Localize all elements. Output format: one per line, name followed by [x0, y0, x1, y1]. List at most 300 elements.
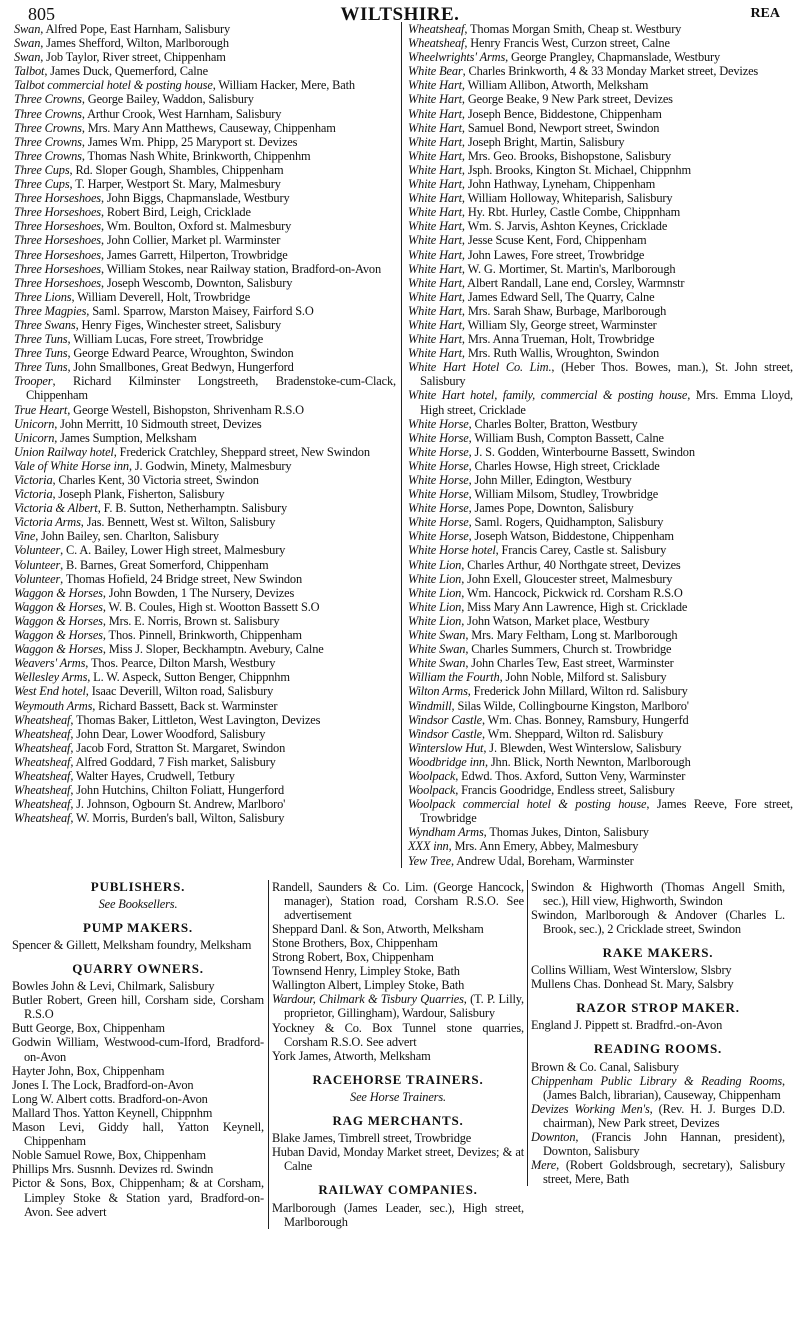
directory-entry: Waggon & Horses, W. B. Coules, High st. Wootton Bassett S.O — [14, 599, 320, 614]
entry-details: John Lawes, Fore street, Trowbridge — [467, 247, 645, 262]
directory-entry: Windsor Castle, Wm. Chas. Bonney, Ramsbury, Hungerfd — [408, 712, 689, 727]
entry-name: White Swan — [408, 656, 466, 671]
directory-entry: White Hart, John Hathway, Lyneham, Chippenham — [408, 177, 656, 192]
directory-entry: White Hart, William Holloway, Whiteparish, Salisbury — [408, 191, 673, 206]
entry-details: Mrs. Mary Ann Matthews, Causeway, Chippenham — [87, 120, 336, 135]
entry-details: John Hathway, Lyneham, Chippenham — [467, 177, 656, 192]
directory-entry — [272, 936, 524, 950]
entry-details: Jsph. Brooks, Kington St. Michael, Chippnhm — [467, 162, 691, 177]
entry-name: White Hart — [408, 289, 462, 304]
directory-entry: Three Swans, Henry Figes, Winchester street, Salisbury — [14, 317, 282, 332]
directory-entry: Waggon & Horses, John Bowden, 1 The Nursery, Devizes — [14, 585, 295, 600]
entry-name: Victoria & Albert — [14, 501, 98, 516]
directory-entry: Vale of White Horse inn, J. Godwin, Minety, Malmesbury — [14, 458, 292, 473]
entry-details: William Bush, Compton Bassett, Calne — [474, 430, 664, 445]
entry-details: James Pope, Downton, Salisbury — [474, 501, 634, 516]
directory-entry: Three Horseshoes, John Collier, Market pl. Warminster — [14, 233, 281, 248]
entry-details: Wm. Boulton, Oxford st. Malmesbury — [106, 219, 292, 234]
entry-details: Wm. Sheppard, Wilton rd. Salisbury — [487, 726, 664, 741]
entry-details: William Sly, George street, Warminster — [467, 317, 657, 332]
entry-details: Frederick John Millard, Wilton rd. Salisbury — [473, 684, 688, 699]
directory-entry: Victoria & Albert, F. B. Sutton, Netherhamptn. Salisbury — [14, 501, 288, 516]
directory-entry: White Hart, Joseph Bright, Martin, Salisbury — [408, 134, 625, 149]
directory-entry: White Lion, John Exell, Gloucester street, Malmesbury — [408, 571, 673, 586]
directory-entry: Three Tuns, William Lucas, Fore street, Trowbridge — [14, 332, 264, 347]
entry-details: England J. Pippett st. Bradfrd.-on-Avon — [531, 1018, 723, 1033]
entry-details: William Hacker, Mere, Bath — [218, 78, 355, 93]
entry-name: White Hart — [408, 346, 462, 361]
section-heading: RAILWAY COMPANIES. — [318, 1182, 478, 1198]
entry-details: Edwd. Thos. Axford, Sutton Veny, Warminster — [461, 768, 686, 783]
directory-entry — [12, 993, 264, 1021]
directory-entry: White Lion, John Watson, Market place, Westbury — [408, 613, 650, 628]
entry-details: York James, Atworth, Melksham — [272, 1048, 431, 1063]
entry-name: White Swan — [408, 628, 466, 643]
entry-details: Mrs. Emma Lloyd, High street, Cricklade — [420, 388, 793, 417]
entry-details: Rd. Sloper Gough, Shambles, Chippenham — [75, 162, 284, 177]
entry-details: George Bailey, Waddon, Salisbury — [87, 92, 254, 107]
section-heading: RAKE MAKERS. — [602, 945, 714, 960]
entry-details: Godwin William, Westwood-cum-Iford, Bradford-on-Avon — [12, 1035, 264, 1064]
entry-details: Saml. Rogers, Quidhampton, Salisbury — [474, 515, 664, 530]
entry-name: White Hart — [408, 317, 462, 332]
entry-name: XXX inn — [408, 839, 449, 854]
directory-entry: Mere, (Robert Goldsbrough, secretary), Salisbury street, Mere, Bath — [531, 1158, 786, 1187]
entry-details: Swindon & Highworth (Thomas Angell Smith, sec.), Hill view, Highworth, Swindon — [531, 879, 785, 908]
entry-details: Thomas Hofield, 24 Bridge street, New Swindon — [65, 571, 303, 586]
entry-details: Frederick Cratchley, Sheppard street, New Swindon — [119, 444, 370, 459]
entry-details: Blake James, Timbrell street, Trowbridge — [272, 1131, 472, 1146]
directory-entry: Three Horseshoes, Joseph Wescomb, Downton, Salisbury — [14, 275, 293, 290]
entry-details: Francis Carey, Castle st. Salisbury — [501, 543, 667, 558]
entry-name: Three Lions — [14, 289, 72, 304]
entry-name: White Lion — [408, 557, 462, 572]
right-column-entries — [401, 22, 793, 868]
entry-details: Wm. Hancock, Pickwick rd. Corsham R.S.O — [466, 585, 683, 600]
entry-name: Three Horseshoes — [14, 219, 101, 234]
directory-entry: Victoria, Joseph Plank, Fisherton, Salisbury — [14, 487, 225, 502]
directory-entry: Wheatsheaf, John Dear, Lower Woodford, Salisbury — [14, 726, 266, 741]
entry-name: Wyndham Arms — [408, 825, 484, 840]
bottom-column-3 — [527, 880, 785, 1187]
directory-entry: Volunteer, Thomas Hofield, 24 Bridge street, New Swindon — [14, 571, 303, 586]
entry-name: Unicorn — [14, 416, 55, 431]
directory-entry: Wheatsheaf, Henry Francis West, Curzon street, Calne — [408, 36, 670, 51]
directory-entry: White Hart, George Beake, 9 New Park street, Devizes — [408, 92, 673, 107]
directory-entry — [12, 1148, 264, 1162]
directory-entry: Three Cups, Rd. Sloper Gough, Shambles, Chippenham — [14, 162, 284, 177]
directory-entry — [531, 908, 785, 936]
directory-entry: Chippenham Public Library & Reading Rooms, (James Balch, librarian), Causeway, Chippenham — [531, 1073, 785, 1102]
entry-details: John Collier, Market pl. Warminster — [106, 233, 281, 248]
entry-name: White Bear — [408, 64, 463, 79]
entry-details: Jacob Ford, Stratton St. Margaret, Swindon — [76, 740, 286, 755]
entry-details: George Westell, Bishopston, Shrivenham R.S.O — [73, 402, 304, 417]
directory-entry: Wyndham Arms, Thomas Jukes, Dinton, Salisbury — [408, 825, 649, 840]
directory-entry: XXX inn, Mrs. Ann Emery, Abbey, Malmesbury — [408, 839, 639, 854]
entry-name: Downton — [531, 1130, 576, 1145]
entry-details: Hy. Rbt. Hurley, Castle Combe, Chippnham — [467, 205, 681, 220]
page-header — [0, 0, 800, 26]
entry-name: Three Horseshoes — [14, 191, 101, 206]
entry-details: William Milsom, Studley, Trowbridge — [474, 487, 659, 502]
entry-details: Jones I. The Lock, Bradford-on-Avon — [12, 1077, 194, 1092]
entry-details: Joseph Bence, Biddestone, Chippenham — [467, 106, 662, 121]
entry-details: Francis Goodridge, Endless street, Salisbury — [461, 783, 675, 798]
directory-entry: Woolpack commercial hotel & posting house, James Reeve, Fore street, Trowbridge — [408, 797, 793, 826]
entry-details: Thomas Jukes, Dinton, Salisbury — [489, 825, 649, 840]
entry-name: White Horse — [408, 430, 469, 445]
entry-name: Woodbridge inn — [408, 754, 485, 769]
directory-entry: Woolpack, Edwd. Thos. Axford, Sutton Veny, Warminster — [408, 768, 686, 783]
entry-name: Wheatsheaf — [408, 36, 465, 51]
entry-name: White Horse — [408, 458, 469, 473]
directory-entry — [272, 1049, 524, 1063]
entry-details: John Smallbones, Great Bedwyn, Hungerford — [73, 360, 294, 375]
directory-entry: Three Horseshoes, Wm. Boulton, Oxford st. Malmesbury — [14, 219, 292, 234]
entry-details: Thos. Pinnell, Brinkworth, Chippenham — [108, 628, 302, 643]
directory-entry: White Horse, Saml. Rogers, Quidhampton, Salisbury — [408, 515, 664, 530]
entry-details: W. Morris, Burden's ball, Wilton, Salisbury — [75, 811, 285, 826]
entry-details: Spencer & Gillett, Melksham foundry, Melksham — [12, 937, 252, 952]
directory-entry: Three Crowns, George Bailey, Waddon, Salisbury — [14, 92, 254, 107]
entry-name: Woolpack commercial hotel & posting house — [408, 797, 647, 812]
entry-details: Alfred Goddard, 7 Fish market, Salisbury — [75, 754, 276, 769]
entry-details: James Duck, Quemerford, Calne — [50, 64, 208, 79]
directory-entry — [531, 963, 785, 977]
entry-details: John Biggs, Chapmanslade, Westbury — [106, 191, 290, 206]
entry-name: Trooper — [14, 374, 53, 389]
entry-details: John Bowden, 1 The Nursery, Devizes — [108, 585, 295, 600]
directory-entry — [272, 1021, 524, 1049]
section-heading: RACEHORSE TRAINERS. — [312, 1071, 484, 1087]
entry-details: Robert Bird, Leigh, Cricklade — [106, 205, 251, 220]
entry-details: John Noble, Milford st. Salisbury — [505, 670, 667, 685]
directory-entry — [272, 922, 524, 936]
directory-entry: White Hart, Mrs. Geo. Brooks, Bishopstone, Salisbury — [408, 148, 672, 163]
entry-name: Three Tuns — [14, 332, 68, 347]
directory-entry: Weavers' Arms, Thos. Pearce, Dilton Marsh, Westbury — [14, 656, 276, 671]
entry-name: White Hart — [408, 261, 462, 276]
directory-entry: Three Tuns, George Edward Pearce, Wroughton, Swindon — [14, 346, 294, 361]
directory-entry: White Hart, Mrs. Ruth Wallis, Wroughton, Swindon — [408, 346, 660, 361]
entry-name: Woolpack — [408, 783, 456, 798]
entry-details: W. G. Mortimer, St. Martin's, Marlborough — [467, 261, 676, 276]
section-heading: QUARRY OWNERS. — [72, 961, 204, 976]
entry-details: Saml. Sparrow, Marston Maisey, Fairford S.O — [92, 303, 314, 318]
entry-details: Charles Arthur, 40 Northgate street, Devizes — [467, 557, 681, 572]
entry-name: White Horse — [408, 529, 469, 544]
entry-name: Three Magpies — [14, 303, 87, 318]
entry-details: L. W. Aspeck, Sutton Benger, Chippnhm — [93, 670, 290, 685]
entry-name: White Hart — [408, 134, 462, 149]
entry-details: Thomas Morgan Smith, Cheap st. Westbury — [469, 22, 682, 36]
entry-details: John Hutchins, Chilton Foliatt, Hungerford — [76, 783, 284, 798]
entry-name: White Horse — [408, 473, 469, 487]
entry-name: Wheatsheaf — [408, 22, 465, 36]
entry-name: Wheatsheaf — [14, 754, 71, 769]
entry-details: George Beake, 9 New Park street, Devizes — [467, 92, 673, 107]
entry-details: Job Taylor, River street, Chippenham — [46, 50, 226, 65]
entry-name: Wellesley Arms — [14, 670, 88, 685]
entry-name: Wheatsheaf — [14, 712, 71, 727]
entry-details: Jas. Bennett, West st. Wilton, Salisbury — [86, 515, 276, 530]
entry-name: White Horse — [408, 444, 469, 459]
entry-name: Union Railway hotel — [14, 444, 114, 459]
entry-name: Windsor Castle — [408, 726, 482, 741]
directory-entry: Wilton Arms, Frederick John Millard, Wilton rd. Salisbury — [408, 684, 688, 699]
entry-details: Hayter John, Box, Chippenham — [12, 1063, 165, 1078]
directory-entry: White Hart hotel, family, commercial & posting house, Mrs. Emma Lloyd, High street, Cricklade — [408, 388, 793, 417]
entry-details: Samuel Bond, Newport street, Swindon — [467, 120, 660, 135]
directory-entry — [272, 880, 524, 922]
top-section — [0, 22, 800, 868]
entry-details: (James Balch, librarian), Causeway, Chippenham — [543, 1087, 781, 1102]
entry-details: Pictor & Sons, Box, Chippenham; & at Corsham, Limpley Stoke & Station yard, Bradford-on-Avon. See advert — [12, 1176, 264, 1219]
entry-name: White Lion — [408, 571, 462, 586]
directory-entry: White Hart, W. G. Mortimer, St. Martin's, Marlborough — [408, 261, 676, 276]
directory-entry: White Hart, Jesse Scuse Kent, Ford, Chippenham — [408, 233, 647, 248]
entry-name: Three Horseshoes — [14, 275, 101, 290]
entry-name: Waggon & Horses — [14, 628, 103, 643]
entry-details: Jhn. Blick, North Newnton, Marlborough — [490, 754, 691, 769]
entry-details: W. B. Coules, High st. Wootton Bassett S.O — [108, 599, 320, 614]
running-head: REA — [750, 6, 780, 21]
section-heading: PUBLISHERS. — [90, 878, 186, 894]
directory-entry: Woolpack, Francis Goodridge, Endless street, Salisbury — [408, 783, 675, 798]
directory-entry: Weymouth Arms, Richard Bassett, Back st. Warminster — [14, 698, 278, 713]
entry-details: James Reeve, Fore street, Trowbridge — [420, 797, 793, 826]
directory-entry: White Horse, Charles Howse, High street, Cricklade — [408, 458, 660, 473]
entry-name: White Hart — [408, 92, 462, 107]
directory-entry: White Hart, Wm. S. Jarvis, Ashton Keynes, Cricklade — [408, 219, 668, 234]
entry-name: White Lion — [408, 599, 462, 614]
entry-details: Alfred Pope, East Harnham, Salisbury — [45, 22, 231, 36]
directory-entry: Wheatsheaf, Walter Hayes, Crudwell, Tetbury — [14, 768, 235, 783]
directory-entry: Unicorn, John Merritt, 10 Sidmouth street, Devizes — [14, 416, 262, 431]
directory-entry: Trooper, Richard Kilminster Longstreeth, Bradenstoke-cum-Clack, Chippenham — [14, 374, 396, 403]
entry-name: Waggon & Horses — [14, 599, 103, 614]
entry-name: Wheelwrights' Arms — [408, 50, 506, 65]
directory-entry: Downton, (Francis John Hannan, president), Downton, Salisbury — [531, 1130, 785, 1159]
directory-entry — [12, 1176, 264, 1218]
entry-details: Sheppard Danl. & Son, Atworth, Melksham — [272, 921, 484, 936]
entry-details: Richard Kilminster Longstreeth, Bradenstoke-cum-Clack, Chippenham — [26, 374, 396, 403]
entry-details: William Deverell, Holt, Trowbridge — [77, 289, 251, 304]
entry-name: Wardour, Chilmark & Tisbury Quarries — [272, 992, 464, 1007]
directory-entry: White Lion, Wm. Hancock, Pickwick rd. Corsham R.S.O — [408, 585, 683, 600]
bottom-column-1 — [12, 880, 268, 1219]
entry-name: White Lion — [408, 613, 462, 628]
directory-entry: Wheelwrights' Arms, George Prangley, Chapmanslade, Westbury — [408, 50, 721, 65]
entry-details: John Charles Tew, East street, Warminster — [471, 656, 674, 671]
directory-entry — [12, 1021, 264, 1035]
directory-entry: Victoria Arms, Jas. Bennett, West st. Wilton, Salisbury — [14, 515, 276, 530]
directory-entry — [12, 1120, 264, 1148]
entry-name: White Horse — [408, 487, 469, 502]
entry-details: Townsend Henry, Limpley Stoke, Bath — [272, 964, 460, 979]
directory-entry: Volunteer, C. A. Bailey, Lower High street, Malmesbury — [14, 543, 286, 558]
entry-details: Mrs. Sarah Shaw, Burbage, Marlborough — [467, 303, 667, 318]
entry-details: Joseph Plank, Fisherton, Salisbury — [58, 487, 225, 502]
entry-details: Walter Hayes, Crudwell, Tetbury — [75, 768, 235, 783]
directory-entry: Wheatsheaf, Jacob Ford, Stratton St. Margaret, Swindon — [14, 740, 286, 755]
section-heading: RAG MERCHANTS. — [332, 1113, 464, 1129]
left-column-entries — [14, 22, 401, 825]
entry-details: Charles Kent, 30 Victoria street, Swindon — [58, 473, 259, 487]
entry-name: White Hart — [408, 162, 462, 177]
entry-name: Talbot — [14, 64, 45, 79]
entry-name: Three Horseshoes — [14, 247, 101, 262]
entry-details: Brown & Co. Canal, Salisbury — [531, 1059, 679, 1074]
entry-details: Huban David, Monday Market street, Devizes; & at Calne — [272, 1145, 524, 1174]
directory-entry — [12, 1106, 264, 1120]
entry-details: Butt George, Box, Chippenham — [12, 1021, 165, 1036]
entry-details: John Merritt, 10 Sidmouth street, Devizes — [60, 416, 262, 431]
directory-entry: Three Magpies, Saml. Sparrow, Marston Maisey, Fairford S.O — [14, 303, 314, 318]
entry-details: William Holloway, Whiteparish, Salisbury — [467, 191, 673, 206]
entry-details: James Sumption, Melksham — [60, 430, 197, 445]
directory-entry — [12, 1078, 264, 1092]
directory-entry: White Hart Hotel Co. Lim., (Heber Thos. Bowes, man.), St. John street, Salisbury — [408, 360, 794, 389]
entry-details: John Watson, Market place, Westbury — [467, 613, 650, 628]
directory-entry: Devizes Working Men's, (Rev. H. J. Burges D.D. chairman), New Park street, Devizes — [531, 1101, 785, 1130]
directory-entry: Three Crowns, James Wm. Phipp, 25 Maryport st. Devizes — [14, 134, 298, 149]
entry-details: Mrs. Ann Emery, Abbey, Malmesbury — [454, 839, 639, 854]
entry-name: White Horse — [408, 416, 469, 431]
entry-details: Thomas Nash White, Brinkworth, Chippenhm — [87, 148, 311, 163]
entry-name: Wheatsheaf — [14, 768, 71, 783]
entry-name: Victoria — [14, 473, 53, 487]
directory-entry: White Horse hotel, Francis Carey, Castle st. Salisbury — [408, 543, 667, 558]
entry-name: Three Tuns — [14, 360, 68, 375]
entry-details: Thos. Pearce, Dilton Marsh, Westbury — [90, 656, 276, 671]
entry-name: White Hart — [408, 275, 462, 290]
entry-name: Three Crowns — [14, 148, 82, 163]
entry-name: Weymouth Arms — [14, 698, 93, 713]
entry-name: White Hart — [408, 233, 462, 248]
entry-details: Jesse Scuse Kent, Ford, Chippenham — [467, 233, 647, 248]
entry-details: Thomas Baker, Littleton, West Lavington, Devizes — [75, 712, 321, 727]
entry-details: Phillips Mrs. Susnnh. Devizes rd. Swindn — [12, 1162, 214, 1177]
entry-details: Mrs. Anna Trueman, Holt, Trowbridge — [467, 332, 655, 347]
entry-details: George Edward Pearce, Wroughton, Swindon — [73, 346, 294, 361]
entry-name: White Horse — [408, 515, 469, 530]
directory-entry: Talbot commercial hotel & posting house, William Hacker, Mere, Bath — [14, 78, 355, 93]
directory-entry — [531, 977, 785, 991]
directory-entry: Three Crowns, Mrs. Mary Ann Matthews, Causeway, Chippenham — [14, 120, 336, 135]
entry-details: William Stokes, near Railway station, Bradford-on-Avon — [106, 261, 382, 276]
entry-details: Long W. Albert cotts. Bradford-on-Avon — [12, 1091, 208, 1106]
directory-entry: White Horse, William Milsom, Studley, Trowbridge — [408, 487, 659, 502]
entry-details: C. A. Bailey, Lower High street, Malmesbury — [66, 543, 286, 558]
entry-details: Wm. Chas. Bonney, Ramsbury, Hungerfd — [487, 712, 689, 727]
entry-details: Andrew Udal, Boreham, Warminster — [456, 853, 634, 868]
directory-entry: Three Crowns, Thomas Nash White, Brinkworth, Chippenhm — [14, 148, 311, 163]
entry-name: Three Cups — [14, 162, 70, 177]
entry-details: (Robert Goldsbrough, secretary), Salisbury street, Mere, Bath — [543, 1158, 786, 1187]
directory-entry: Three Horseshoes, William Stokes, near Railway station, Bradford-on-Avon — [14, 261, 382, 276]
directory-entry: Wheatsheaf, W. Morris, Burden's ball, Wilton, Salisbury — [14, 811, 285, 826]
directory-entry — [531, 880, 785, 908]
directory-entry: White Bear, Charles Brinkworth, 4 & 33 Monday Market street, Devizes — [408, 64, 759, 79]
entry-name: Three Crowns — [14, 120, 82, 135]
entry-name: West End hotel — [14, 684, 86, 699]
page-title: WILTSHIRE. — [340, 4, 460, 25]
entry-name: Volunteer — [14, 543, 61, 558]
entry-name: Windsor Castle — [408, 712, 482, 727]
entry-details: Charles Summers, Church st. Trowbridge — [471, 642, 672, 657]
cross-reference: See Booksellers. — [98, 896, 178, 911]
entry-details: John Exell, Gloucester street, Malmesbury — [467, 571, 673, 586]
directory-entry: White Hart, William Allibon, Atworth, Melksham — [408, 78, 649, 93]
directory-entry: Wheatsheaf, J. Johnson, Ogbourn St. Andrew, Marlboro' — [14, 797, 286, 812]
entry-name: Waggon & Horses — [14, 585, 103, 600]
bottom-section — [0, 880, 800, 1229]
entry-details: Arthur Crook, West Harnham, Salisbury — [87, 106, 282, 121]
entry-details: (Francis John Hannan, president), Downton, Salisbury — [543, 1130, 785, 1159]
entry-name: Winterslow Hut — [408, 740, 484, 755]
entry-details: John Miller, Edington, Westbury — [474, 473, 632, 487]
directory-entry — [12, 1035, 264, 1063]
entry-name: White Hart — [408, 177, 462, 192]
entry-name: Unicorn — [14, 430, 55, 445]
entry-details: Mullens Chas. Donhead St. Mary, Salsbry — [531, 977, 734, 992]
directory-entry: White Hart, Hy. Rbt. Hurley, Castle Combe, Chippnham — [408, 205, 681, 220]
directory-entry: Wardour, Chilmark & Tisbury Quarries, (T. P. Lilly, proprietor, Gillingham), Wardour, Salisbury — [272, 992, 524, 1021]
entry-name: Wheatsheaf — [14, 740, 71, 755]
directory-entry: White Horse, Charles Bolter, Bratton, Westbury — [408, 416, 638, 431]
directory-entry — [272, 978, 524, 992]
entry-details: Silas Wilde, Collingbourne Kingston, Marlboro' — [457, 698, 689, 713]
directory-entry: White Lion, Miss Mary Ann Lawrence, High st. Cricklade — [408, 599, 688, 614]
entry-name: White Hart hotel, family, commercial & posting house — [408, 388, 688, 403]
directory-entry: Three Horseshoes, James Garrett, Hilperton, Trowbridge — [14, 247, 288, 262]
entry-name: Yew Tree — [408, 853, 451, 868]
entry-details: B. Barnes, Great Somerford, Chippenham — [66, 557, 269, 572]
entry-details: William Lucas, Fore street, Trowbridge — [73, 332, 264, 347]
entry-name: White Hart — [408, 191, 462, 206]
entry-details: Joseph Watson, Biddestone, Chippenham — [474, 529, 674, 544]
directory-entry: Three Lions, William Deverell, Holt, Trowbridge — [14, 289, 251, 304]
directory-entry: Three Cups, T. Harper, Westport St. Mary, Malmesbury — [14, 177, 281, 192]
entry-name: White Hart — [408, 148, 462, 163]
entry-details: Miss Mary Ann Lawrence, High st. Cricklade — [467, 599, 688, 614]
entry-details: (T. P. Lilly, proprietor, Gillingham), Wardour, Salisbury — [284, 992, 524, 1021]
entry-details: Bowles John & Levi, Chilmark, Salisbury — [12, 979, 215, 994]
entry-name: Windmill — [408, 698, 452, 713]
directory-entry: True Heart, George Westell, Bishopston, Shrivenham R.S.O — [14, 402, 304, 417]
entry-details: John Bailey, sen. Charlton, Salisbury — [41, 529, 219, 544]
directory-entry: White Horse, J. S. Godden, Winterbourne Bassett, Swindon — [408, 444, 695, 459]
entry-name: Swan — [14, 36, 41, 51]
directory-entry: White Hart, Mrs. Sarah Shaw, Burbage, Marlborough — [408, 303, 667, 318]
directory-entry: White Swan, John Charles Tew, East street, Warminster — [408, 656, 674, 671]
entry-details: Yockney & Co. Box Tunnel stone quarries, Corsham R.S.O. See advert — [272, 1020, 524, 1049]
directory-entry: White Hart, Albert Randall, Lane end, Corsley, Warmnstr — [408, 275, 685, 290]
entry-name: Wheatsheaf — [14, 797, 71, 812]
entry-details: Charles Bolter, Bratton, Westbury — [474, 416, 638, 431]
directory-entry — [12, 1064, 264, 1078]
directory-entry: Swan, Job Taylor, River street, Chippenham — [14, 50, 226, 65]
directory-entry: Swan, James Shefford, Wilton, Marlborough — [14, 36, 229, 51]
entry-name: White Hart — [408, 205, 462, 220]
entry-details: Mrs. Geo. Brooks, Bishopstone, Salisbury — [467, 148, 672, 163]
entry-name: White Hart — [408, 78, 462, 93]
entry-name: Victoria — [14, 487, 53, 502]
entry-details: Butler Robert, Green hill, Corsham side, Corsham R.S.O — [12, 993, 264, 1022]
entry-details: Stone Brothers, Box, Chippenham — [272, 936, 438, 950]
